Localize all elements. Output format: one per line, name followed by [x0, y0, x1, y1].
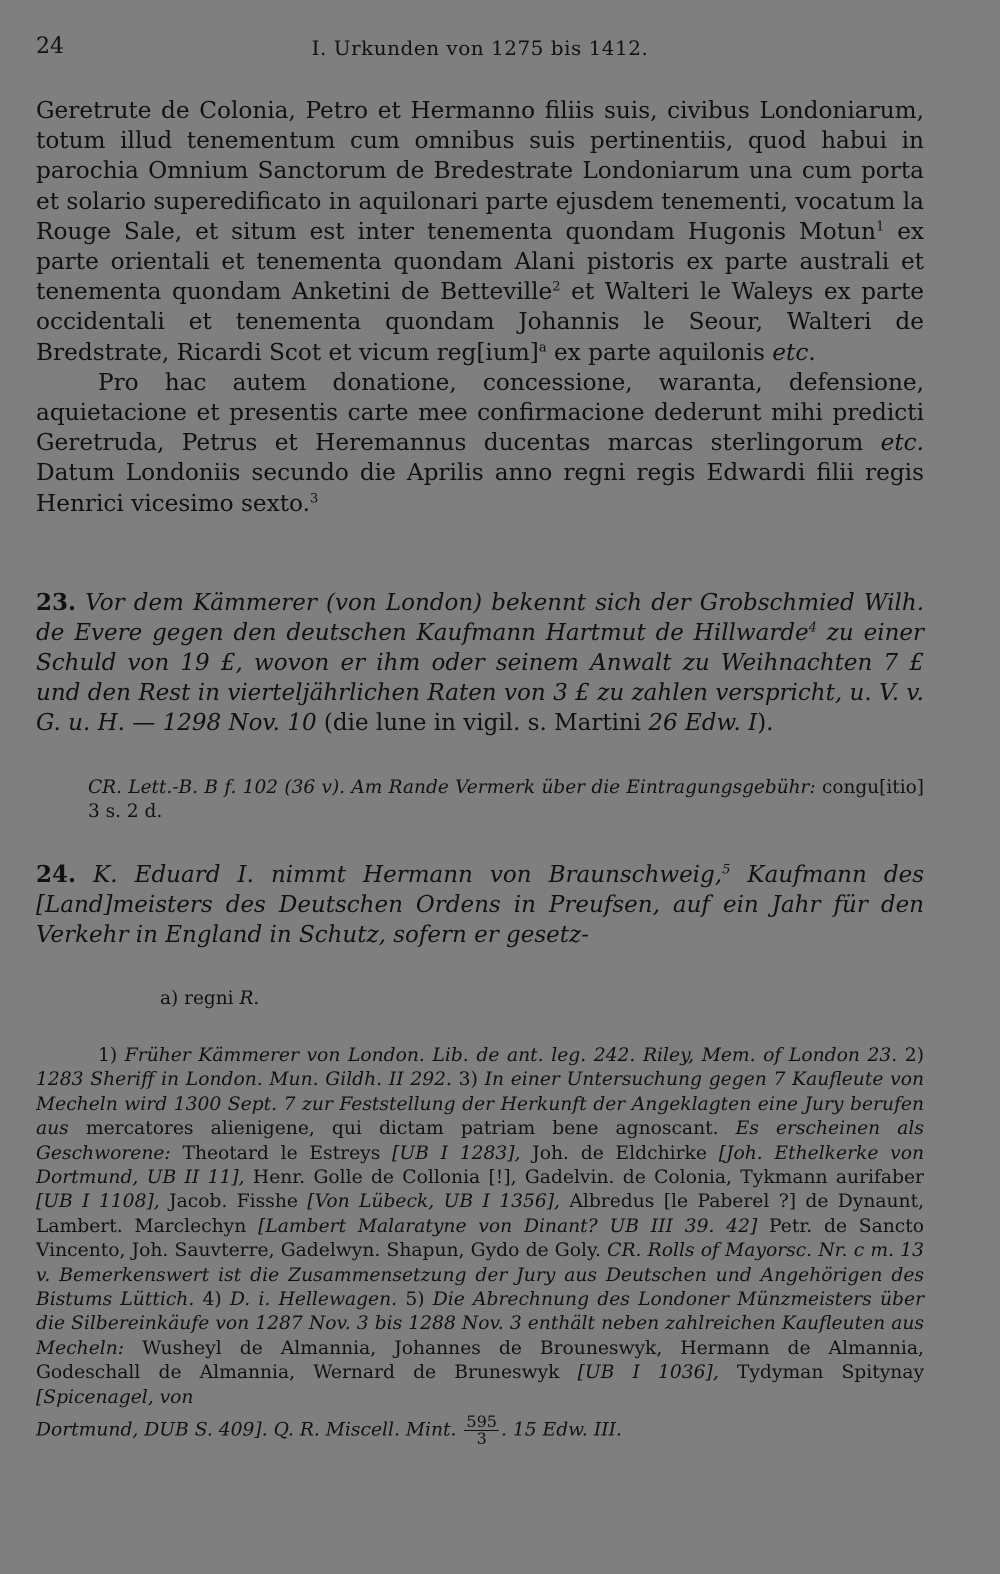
entry-24: 24. K. Eduard I. nimmt Hermann von Braunschweig,$^5$ Kaufmann des [Land]meisters des Deutschen Ordens in Preufsen, auf ein Jahr für den Verkehr in England in Schutz, sofern er gesetz- [36, 861, 925, 948]
charter-paragraph-2: Pro hac autem donatione, concessione, waranta, defensione, aquietacione et presentis carte mee confirmacione dederunt mihi predicti Geretruda, Petrus et Heremannus ducentas marcas sterlingorum etc. Datum Londoniis secundo die Aprilis anno regni regis Edwardi filii regis Henrici vicesimo sexto.$^3$ [36, 368, 924, 517]
footnote-ref-3: 3 [309, 490, 319, 506]
footnote-last-line: Dortmund, DUB S. 409]. Q. R. Miscell. Mint. $\frac{595}{3}$ . 15 Edw. III. [36, 1412, 622, 1449]
charter-text [36, 96, 924, 519]
running-head: I. Urkunden von 1275 bis 1412. [311, 36, 649, 60]
entry-summary: K. Eduard I. nimmt Hermann von Braunschweig, [93, 862, 723, 888]
page [36, 30, 925, 1449]
footnote-ref-5: 5 [722, 862, 731, 878]
entry-number: 24. [36, 861, 77, 888]
entry-number: 23. [36, 589, 77, 616]
footnote-ref-1: 1 [875, 219, 885, 235]
footnotes [36, 1044, 924, 1447]
textual-note-a: a) regni R. [160, 988, 260, 1009]
fraction: $\frac{595}{3}$ [466, 1412, 497, 1449]
page-header [36, 30, 924, 64]
page-number: 24 [36, 34, 64, 59]
footnote-ref-a: a [538, 339, 547, 355]
entry-summary: Vor dem Kämmerer (von London) bekennt sich der Grobschmied Wilh. de Evere gegen den deutschen Kaufmann Hartmut de Hillwarde [36, 590, 925, 646]
footnote-ref-4: 4 [808, 620, 817, 636]
footnote-block: 1) Früher Kämmerer von London. Lib. de ant. leg. 242. Riley, Mem. of London 23. 2) 1283 Sheriff in London. Mun. Gildh. II 292. 3) In einer Untersuchung gegen 7 Kaufleute von Mecheln wird 1300 Sept. 7 zur Feststellung der Herkunft der Angeklagten eine Jury berufen aus mercatores alienigene, qui dictam patriam bene agnoscant. Es erscheinen als Geschworene: Theotard le Estreys [UB I 1283], Joh. de Eldchirke [Joh. Ethelkerke von Dortmund, UB II 11], Henr. Golle de Collonia [!], Gadelvin. de Colonia, Tykmann aurifaber [UB I 1108], Jacob. Fisshe [Von Lübeck, UB I 1356], Albredus [le Paberel ?] de Dynaunt, Lambert. Marclechyn [Lambert Malaratyne von Dinant? UB III 39. 42] Petr. de Sancto Vincento, Joh. Sauvterre, Gadelwyn. Shapun, Gydo de Goly. CR. Rolls of Mayorsc. Nr. c m. 13 v. Bemerkenswert ist die Zusammensetzung der Jury aus Deutschen und Angehörigen des Bistums Lüttich. 4) D. i. Hellewagen. 5) Die Abrechnung des Londoner Münzmeisters über die Silbereinkäufe von 1287 Nov. 3 bis 1288 Nov. 3 enthält neben zahlreichen Kaufleuten aus Mecheln: Wusheyl de Almannia, Johannes de Brouneswyk, Hermann de Almannia, Godeschall de Almannia, Wernard de Bruneswyk [UB I 1036], Tydyman Spitynay [Spicenagel, von [36, 1045, 925, 1408]
entry-23-source: CR. Lett.-B. B f. 102 (36 v). Am Rande Vermerk über die Eintragungsgebühr: congu[itio] 3 s. 2 d. [88, 777, 924, 822]
footnote-ref-2: 2 [552, 279, 561, 295]
entry-23: 23. Vor dem Kämmerer (von London) bekennt sich der Grobschmied Wilh. de Evere gegen den deutschen Kaufmann Hartmut de Hillwarde$^4$ zu einer Schuld von 19 £, wovon er ihm oder seinem Anwalt zu Weihnachten 7 £ und den Rest in vierteljährlichen Raten von 3 £ zu zahlen verspricht, u. V. v. G. u. H. — 1298 Nov. 10 (die lune in vigil. s. Martini 26 Edw. I). [36, 589, 925, 736]
charter-paragraph-1: Geretrute de Colonia, Petro et Hermanno filiis suis, civibus Londoniarum, totum illud tenementum cum omnibus suis pertinentiis, quod habui in parochia Omnium Sanctorum de Bredestrate Londoniarum una cum porta et solario superedificato in aquilonari parte ejusdem tenementi, vocatum la Rouge Sale, et situm est inter tenementa quondam Hugonis Motun$^1$ ex parte orientali et tenementa quondam Alani pistoris ex parte australi et tenementa quondam Anketini de Betteville$^2$ et Walteri le Waleys ex parte occidentali et tenementa quondam Johannis le Seour, Walteri de Bredstrate, Ricardi Scot et vicum reg[ium]$^a$ ex parte aquilonis etc. [36, 97, 925, 366]
